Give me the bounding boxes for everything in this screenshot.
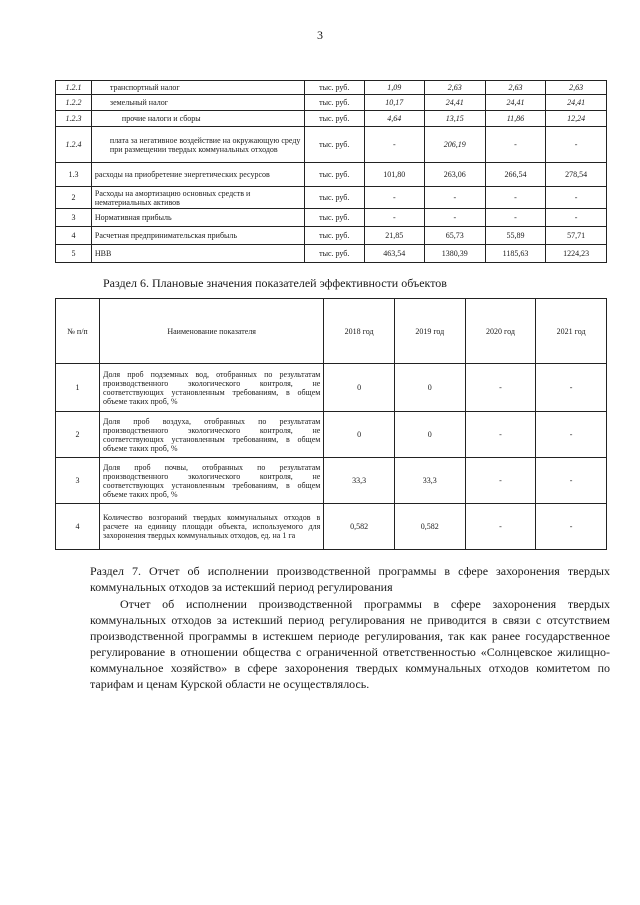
row-number: 4 (56, 227, 92, 245)
cost-table (55, 80, 607, 263)
value-2018: 101,80 (364, 163, 424, 187)
table-row (56, 81, 607, 95)
value-2019: - (424, 209, 485, 227)
row-name: Расчетная предпринимательская прибыль (91, 227, 304, 245)
row-number: 1.3 (56, 163, 92, 187)
value-2020: - (485, 127, 546, 163)
value-2018: 0 (324, 412, 395, 458)
row-unit: тыс. руб. (304, 187, 364, 209)
table-row (56, 227, 607, 245)
row-unit: тыс. руб. (304, 111, 364, 127)
row-number: 2 (56, 187, 92, 209)
row-number: 1.2.3 (56, 111, 92, 127)
value-2020: 266,54 (485, 163, 546, 187)
header-row (56, 299, 607, 364)
value-2020: - (465, 504, 536, 550)
value-2020: - (485, 209, 546, 227)
value-2019: 13,15 (424, 111, 485, 127)
value-2018: - (364, 127, 424, 163)
row-name: Доля проб почвы, отобранных по результатам производственного экологического контроля, не соответствующих установленным требованиям, в общем объеме таких проб, % (100, 458, 324, 504)
value-2019: 1380,39 (424, 245, 485, 263)
page-number: 3 (317, 28, 323, 42)
row-name: транспортный налог (91, 81, 304, 95)
value-2019: 0,582 (394, 504, 465, 550)
row-name: НВВ (91, 245, 304, 263)
value-2021: 2,63 (546, 81, 607, 95)
row-number: 1.2.4 (56, 127, 92, 163)
row-unit: тыс. руб. (304, 227, 364, 245)
table-row (56, 504, 607, 550)
value-2019: 24,41 (424, 95, 485, 111)
value-2020: 1185,63 (485, 245, 546, 263)
table-row (56, 111, 607, 127)
value-2020: - (485, 187, 546, 209)
header-2021: 2021 год (536, 299, 607, 364)
table-row (56, 127, 607, 163)
row-number: 1.2.1 (56, 81, 92, 95)
section-6-title: Раздел 6. Плановые значения показателей эффективности объектов (103, 276, 447, 290)
value-2021: 24,41 (546, 95, 607, 111)
value-2018: - (364, 187, 424, 209)
value-2019: 0 (394, 412, 465, 458)
row-number: 3 (56, 209, 92, 227)
table-row (56, 245, 607, 263)
value-2021: 57,71 (546, 227, 607, 245)
value-2021: 278,54 (546, 163, 607, 187)
row-number: 1 (56, 364, 100, 412)
value-2021: - (536, 364, 607, 412)
row-unit: тыс. руб. (304, 245, 364, 263)
value-2021: - (546, 209, 607, 227)
value-2019: 206,19 (424, 127, 485, 163)
value-2020: - (465, 364, 536, 412)
indicators-table (55, 298, 607, 550)
row-name: Нормативная прибыль (91, 209, 304, 227)
row-unit: тыс. руб. (304, 209, 364, 227)
value-2018: 1,09 (364, 81, 424, 95)
value-2021: - (536, 458, 607, 504)
value-2018: 0 (324, 364, 395, 412)
value-2020: 2,63 (485, 81, 546, 95)
table-row (56, 209, 607, 227)
row-name: расходы на приобретение энергетических ресурсов (91, 163, 304, 187)
value-2018: 33,3 (324, 458, 395, 504)
row-number: 4 (56, 504, 100, 550)
value-2019: 2,63 (424, 81, 485, 95)
row-name: Количество возгораний твердых коммунальных отходов в расчете на единицу площади объекта, используемого для захоронения твердых коммунальных отходов, ед. на 1 га (100, 504, 324, 550)
value-2020: 55,89 (485, 227, 546, 245)
row-unit: тыс. руб. (304, 127, 364, 163)
row-name: Доля проб воздуха, отобранных по результатам производственного экологического контроля, не соответствующих установленным требованиям, в общем объеме таких проб, % (100, 412, 324, 458)
header-2019: 2019 год (394, 299, 465, 364)
value-2018: 21,85 (364, 227, 424, 245)
header-2018: 2018 год (324, 299, 395, 364)
value-2018: 463,54 (364, 245, 424, 263)
value-2018: - (364, 209, 424, 227)
row-unit: тыс. руб. (304, 95, 364, 111)
row-number: 5 (56, 245, 92, 263)
row-number: 2 (56, 412, 100, 458)
value-2019: 33,3 (394, 458, 465, 504)
section-7-title: Раздел 7. Отчет об исполнении производственной программы в сфере захоронения твердых коммунальных отходов за истекший период регулирования (90, 564, 610, 594)
value-2019: - (424, 187, 485, 209)
value-2021: - (536, 504, 607, 550)
value-2018: 0,582 (324, 504, 395, 550)
table-row (56, 364, 607, 412)
value-2019: 263,06 (424, 163, 485, 187)
row-name: прочие налоги и сборы (91, 111, 304, 127)
value-2021: - (546, 127, 607, 163)
value-2021: 1224,23 (546, 245, 607, 263)
row-unit: тыс. руб. (304, 163, 364, 187)
table-row (56, 458, 607, 504)
value-2018: 10,17 (364, 95, 424, 111)
row-number: 1.2.2 (56, 95, 92, 111)
value-2021: 12,24 (546, 111, 607, 127)
value-2021: - (546, 187, 607, 209)
table-row (56, 163, 607, 187)
value-2020: - (465, 458, 536, 504)
value-2018: 4,64 (364, 111, 424, 127)
value-2020: - (465, 412, 536, 458)
table-row (56, 412, 607, 458)
row-name: плата за негативное воздействие на окружающую среду при размещении твердых коммунальных отходов (91, 127, 304, 163)
value-2019: 0 (394, 364, 465, 412)
value-2020: 24,41 (485, 95, 546, 111)
header-2020: 2020 год (465, 299, 536, 364)
header-num: № п/п (56, 299, 100, 364)
table-row (56, 95, 607, 111)
row-name: земельный налог (91, 95, 304, 111)
row-name: Расходы на амортизацию основных средств и нематериальных активов (91, 187, 304, 209)
row-number: 3 (56, 458, 100, 504)
value-2019: 65,73 (424, 227, 485, 245)
table-row (56, 187, 607, 209)
header-name: Наименование показателя (100, 299, 324, 364)
row-unit: тыс. руб. (304, 81, 364, 95)
value-2021: - (536, 412, 607, 458)
row-name: Доля проб подземных вод, отобранных по результатам производственного экологического контроля, не соответствующих установленным требованиям, в общем объеме таких проб, % (100, 364, 324, 412)
section-7-body: Отчет об исполнении производственной программы в сфере захоронения твердых коммунальных отходов за истекший период регулирования не приводится в связи с отсутствием производственной программы в истекшем периоде регулирования, так как ранее государственное регулирование в отношении общества с ограниченной ответственностью «Солнцевское жилищно-коммунальное хозяйство» в сфере захоронения твердых коммунальных отходов комитетом по тарифам и ценам Курской области не осуществлялось. (90, 597, 610, 691)
value-2020: 11,86 (485, 111, 546, 127)
